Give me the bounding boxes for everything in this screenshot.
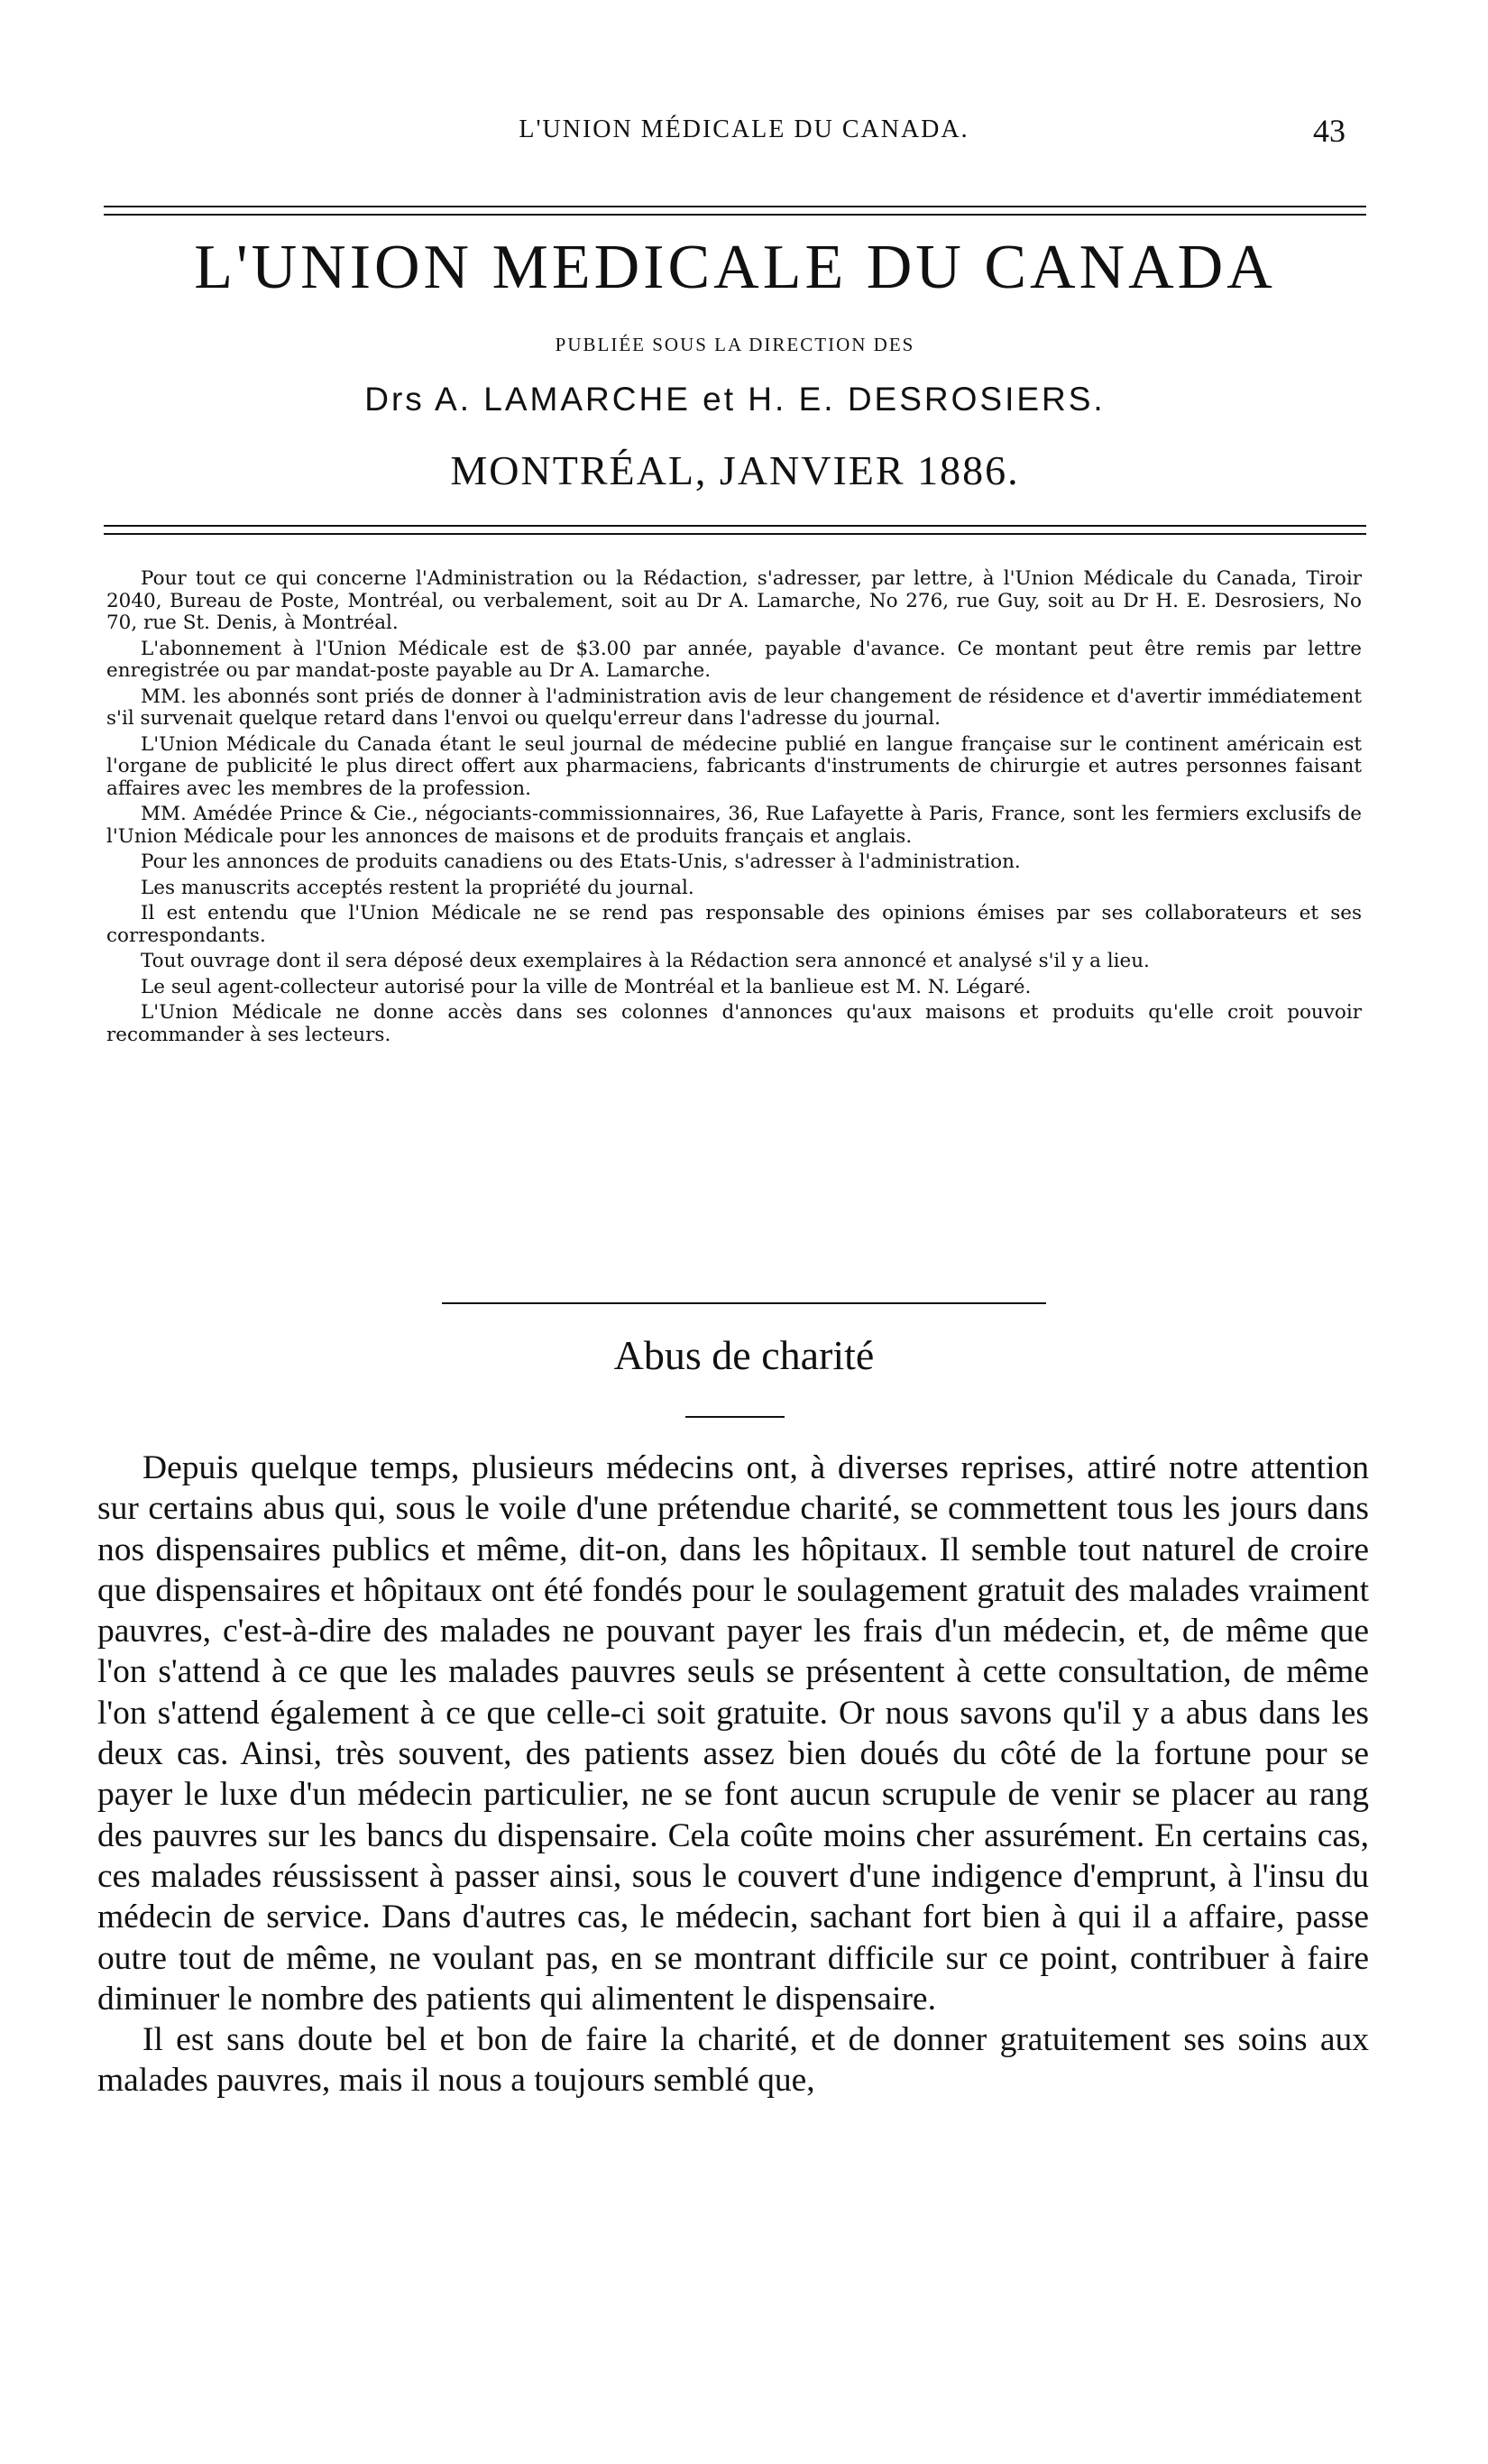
notice-paragraph: Le seul agent-collecteur autorisé pour la ville de Montréal et la banlieue est M. N. Légaré. [141,975,1032,998]
notice-paragraph: Pour les annonces de produits canadiens ou des Etats-Unis, s'adresser à l'administration. [141,850,1021,873]
article-paragraph: Depuis quelque temps, plusieurs médecins ont, à diverses reprises, attiré notre attention sur certains abus qui, sous le voile d'une prétendue charité, se commettent tous les jours dans nos dispensaires publics et même, dit-on, dans les hôpitaux. Il semble tout naturel de croire que dispensaires et hôpitaux ont été fondés pour le soulagement gratuit des malades vraiment pauvres, c'est-à-dire des malades ne pouvant payer les frais d'un médecin, et, de même que l'on s'attend à ce que les malades pauvres seuls se présentent à cette consultation, de même l'on s'attend également à ce que celle-ci soit gratuite. Or nous savons qu'il y a abus dans les deux cas. Ainsi, très souvent, des patients assez bien doués du côté de la fortune pour se payer le luxe d'un médecin particulier, ne se font aucun scrupule de venir se placer au rang des pauvres sur les bancs du dispensaire. Cela coûte moins cher assurément. En certains cas, ces malades réussissent à passer ainsi, sous le couvert d'une indigence d'emprunt, à l'insu du médecin de service. Dans d'autres cas, le médecin, sachant fort bien à qui il a affaire, passe outre tout de même, ne voulant pas, en se montrant difficile sur ce point, contribuer à faire diminuer le nombre des patients qui alimentent le dispensaire. [97,1449,1369,2018]
title-underline [685,1416,785,1418]
notice-paragraph: MM. les abonnés sont priés de donner à l'administration avis de leur changement de résidence et d'avertir immédiatement s'il survenait quelque retard dans l'envoi ou quelqu'erreur dans l'adresse du journal. [106,685,1362,730]
notice-paragraph: Pour tout ce qui concerne l'Administration ou la Rédaction, s'adresser, par lettre, à l'Union Médicale du Canada, Tiroir 2040, Bureau de Poste, Montréal, ou verbalement, soit au Dr A. Lamarche, No 276, rue Guy, soit au Dr H. E. Desrosiers, No 70, rue St. Denis, à Montréal. [106,567,1362,634]
article-body [97,1448,1369,2101]
notice-paragraph: Tout ouvrage dont il sera déposé deux exemplaires à la Rédaction sera annoncé et analysé s'il y a lieu. [141,950,1150,972]
notices-block [106,568,1362,1050]
masthead-place-date: MONTRÉAL, JANVIER 1886. [450,447,1020,493]
page-number: 43 [1313,113,1346,149]
notice-paragraph: Il est entendu que l'Union Médicale ne se rend pas responsable des opinions émises par ses collaborateurs et ses correspondants. [106,902,1362,947]
notice-paragraph: L'Union Médicale ne donne accès dans ses colonnes d'annonces qu'aux maisons et produits qu'elle croit pouvoir recommander à ses lecteurs. [106,1001,1362,1046]
masthead-title: L'UNION MEDICALE DU CANADA [194,233,1276,302]
masthead-bottom-rule [104,525,1366,535]
notice-paragraph: L'abonnement à l'Union Médicale est de $3.00 par année, payable d'avance. Ce montant peut être remis par lettre enregistrée ou par mandat-poste payable au Dr A. Lamarche. [106,637,1362,682]
notice-paragraph: L'Union Médicale du Canada étant le seul journal de médecine publié en langue française sur le continent américain est l'organe de publicité le plus direct offert aux pharmaciens, fabricants d'instruments de chirurgie et autres personnes faisant affaires avec les membres de la profession. [106,732,1362,800]
masthead-publication-line: PUBLIÉE SOUS LA DIRECTION DES [555,334,915,355]
notice-paragraph: MM. Amédée Prince & Cie., négociants-commissionnaires, 36, Rue Lafayette à Paris, France, sont les fermiers exclusifs de l'Union Médicale pour les annonces de maisons et de produits français et anglais. [106,803,1362,848]
article-paragraph: Il est sans doute bel et bon de faire la charité, et de donner gratuitement ses soins aux malades pauvres, mais il nous a toujours semblé que, [97,2021,1369,2100]
section-divider [442,1302,1046,1304]
running-head [0,115,1488,152]
masthead-top-rule [104,206,1366,216]
notice-paragraph: Les manuscrits acceptés restent la propriété du journal. [141,876,694,899]
masthead-directors: Drs A. LAMARCHE et H. E. DESROSIERS. [364,381,1106,418]
article-title: Abus de charité [613,1332,875,1378]
running-title: L'UNION MÉDICALE DU CANADA. [519,115,969,143]
